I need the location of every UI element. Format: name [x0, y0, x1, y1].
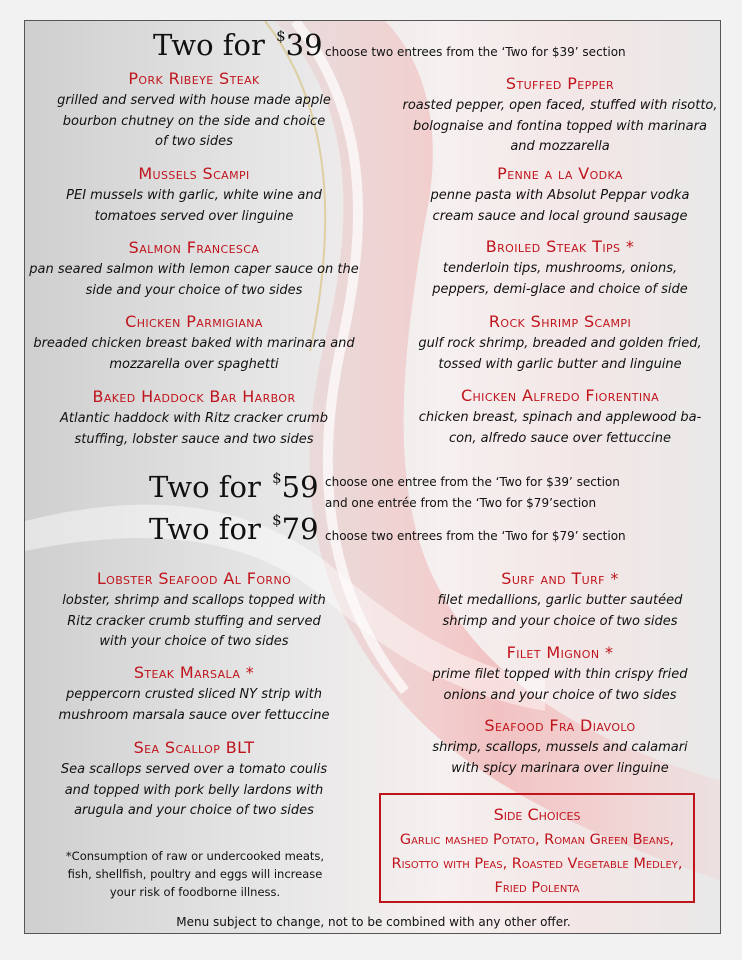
side-choices-title: Side Choices: [493, 805, 581, 824]
two-for-39-label: Two for: [153, 28, 275, 62]
item-description: prime filet topped with thin crispy fried onions and your choice of two sides: [432, 667, 688, 703]
two-for-79-note: choose two entrees from the ‘Two for $79’ section: [325, 529, 626, 543]
two-for-59-note-line2: and one entrée from the ‘Two for $79’section: [325, 496, 597, 510]
item-name: Salmon Francesca: [128, 238, 260, 257]
menu-item: [400, 311, 720, 375]
item-description: filet medallions, garlic butter sautéed shrimp and your choice of two sides: [437, 593, 683, 629]
food-safety-disclaimer: *Consumption of raw or undercooked meats, fish, shellfish, poultry and eggs will increase your risk of foodborne illness.: [65, 849, 325, 899]
two-for-79-price: 79: [281, 512, 319, 546]
item-description: pan seared salmon with lemon caper sauce on the side and your choice of two sides: [29, 262, 359, 298]
item-description: Atlantic haddock with Ritz cracker crumb stuffing, lobster sauce and two sides: [60, 411, 328, 447]
menu-item: [29, 568, 359, 653]
item-description: breaded chicken breast baked with marinara and mozzarella over spaghetti: [33, 336, 355, 372]
item-name: Rock Shrimp Scampi: [488, 312, 632, 331]
item-name: Lobster Seafood Al Forno: [96, 569, 292, 588]
item-description: PEI mussels with garlic, white wine and tomatoes served over linguine: [66, 188, 322, 224]
item-description: lobster, shrimp and scallops topped with Ritz cracker crumb stuffing and served with your choice of two sides: [62, 593, 326, 649]
item-description: penne pasta with Absolut Peppar vodka cream sauce and local ground sausage: [430, 188, 690, 224]
menu-item: [29, 386, 359, 450]
side-choices-list: Garlic mashed Potato, Roman Green Beans, Risotto with Peas, Roasted Vegetable Medley, Fried Polenta: [391, 832, 683, 896]
item-name: Baked Haddock Bar Harbor: [92, 387, 296, 406]
two-for-39-note: choose two entrees from the ‘Two for $39’ section: [325, 45, 626, 59]
item-name: Chicken Parmigiana: [125, 312, 263, 331]
item-description: chicken breast, spinach and applewood ba-con, alfredo sauce over fettuccine: [418, 410, 702, 446]
menu-item: [400, 236, 720, 300]
menu-footer-note: Menu subject to change, not to be combined with any other offer.: [176, 915, 571, 929]
item-name: Steak Marsala *: [133, 663, 255, 682]
two-for-59-heading: Two for $59: [149, 469, 319, 504]
two-for-59-price: 59: [281, 470, 319, 504]
item-description: peppercorn crusted sliced NY strip with mushroom marsala sauce over fettuccine: [58, 687, 330, 723]
menu-item: [29, 163, 359, 227]
item-name: Chicken Alfredo Fiorentina: [460, 386, 660, 405]
menu-item: [29, 311, 359, 375]
menu-item: [400, 642, 720, 706]
menu-item: [400, 385, 720, 449]
item-name: Broiled Steak Tips *: [485, 237, 635, 256]
two-for-79-label: Two for: [149, 512, 271, 546]
menu-item: [29, 737, 359, 822]
two-for-59-note-line1: choose one entree from the ‘Two for $39’ section: [325, 475, 620, 489]
item-name: Mussels Scampi: [138, 164, 250, 183]
item-name: Penne a la Vodka: [497, 164, 623, 183]
menu-page: [24, 20, 721, 934]
menu-item: [400, 163, 720, 227]
item-name: Sea Scallop BLT: [133, 738, 255, 757]
item-description: gulf rock shrimp, breaded and golden fried, tossed with garlic butter and linguine: [418, 336, 702, 372]
item-name: Seafood Fra Diavolo: [484, 716, 636, 735]
menu-item: [400, 568, 720, 632]
item-description: tenderloin tips, mushrooms, onions, peppers, demi-glace and choice of side: [432, 261, 688, 297]
item-description: Sea scallops served over a tomato coulis and topped with pork belly lardons with arugula and your choice of two sides: [60, 762, 328, 818]
item-name: Surf and Turf *: [501, 569, 619, 588]
item-description: roasted pepper, open faced, stuffed with risotto, bolognaise and fontina topped with marinara and mozzarella: [402, 98, 718, 154]
two-for-39-heading: Two for $39: [153, 27, 323, 62]
two-for-39-price: 39: [285, 28, 323, 62]
item-name: Stuffed Pepper: [505, 74, 615, 93]
item-description: grilled and served with house made apple bourbon chutney on the side and choice of two sides: [57, 93, 331, 149]
two-for-79-heading: Two for $79: [149, 511, 319, 546]
two-for-59-label: Two for: [149, 470, 271, 504]
item-description: shrimp, scallops, mussels and calamari with spicy marinara over linguine: [432, 740, 688, 776]
menu-item: [29, 662, 359, 726]
menu-item: [29, 237, 359, 301]
menu-item: [400, 715, 720, 779]
menu-item: [29, 68, 359, 153]
item-name: Pork Ribeye Steak: [128, 69, 260, 88]
menu-item: [400, 73, 720, 158]
item-name: Filet Mignon *: [506, 643, 614, 662]
side-choices-box: [379, 793, 695, 903]
